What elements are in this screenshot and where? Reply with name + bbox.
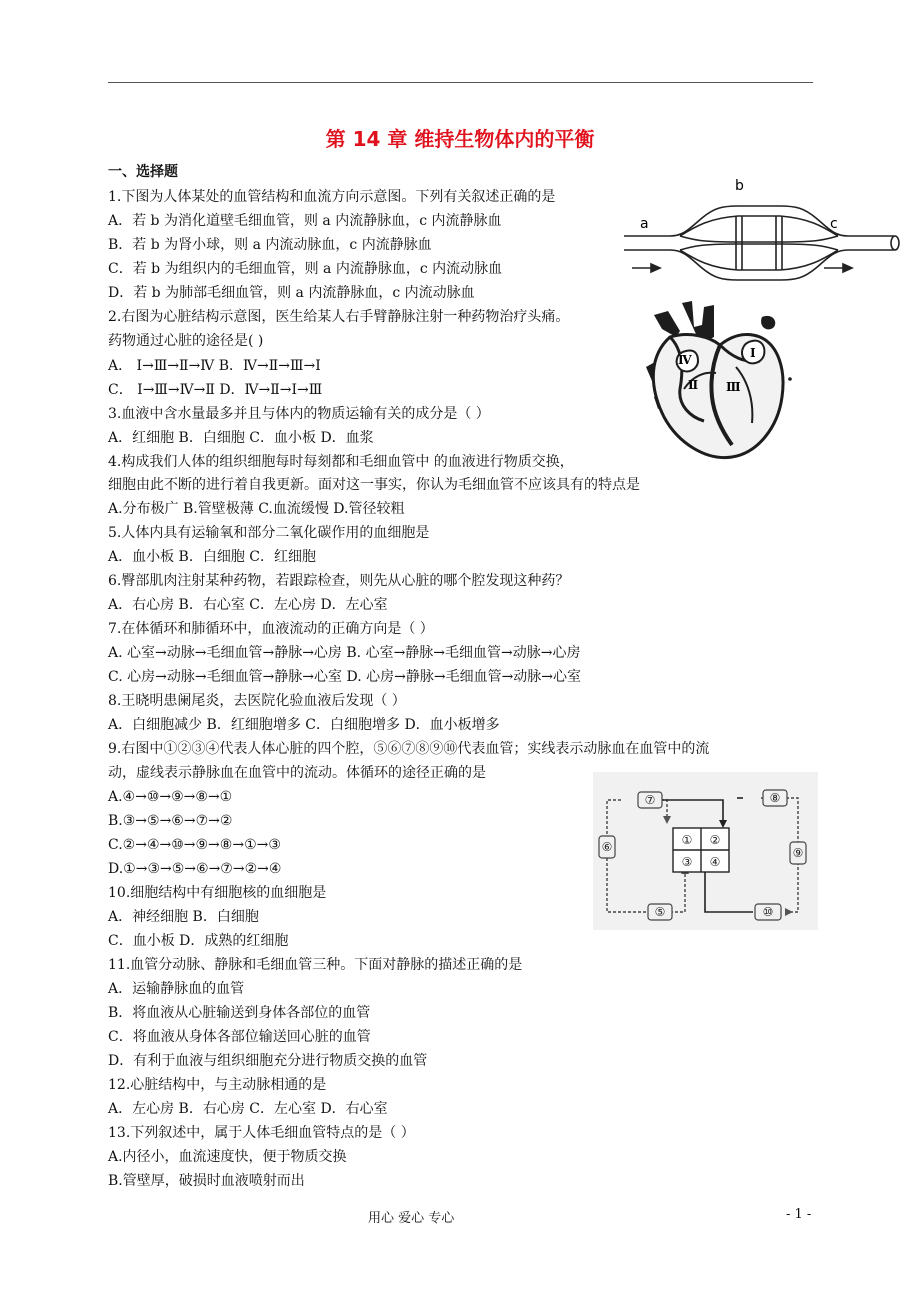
vessel-9: ⑨ <box>792 846 804 860</box>
question-line: A． Ⅰ→Ⅲ→Ⅱ→Ⅳ B．Ⅳ→Ⅱ→Ⅲ→Ⅰ <box>108 358 321 374</box>
section-heading: 一、选择题 <box>108 164 178 180</box>
vessel-6: ⑥ <box>601 840 613 854</box>
blood-vessel-diagram <box>618 170 908 285</box>
question-line: 10.细胞结构中有细胞核的血细胞是 <box>108 885 327 901</box>
question-line: C．血小板 D．成熟的红细胞 <box>108 933 289 949</box>
chamber-3-label: Ⅲ <box>726 380 741 394</box>
page-number: - 1 - <box>786 1207 812 1222</box>
vessel-5: ⑤ <box>654 905 666 919</box>
chamber-1: ① <box>681 833 693 847</box>
chamber-2: ② <box>709 833 721 847</box>
question-line: 8.王晓明患阑尾炎，去医院化验血液后发现（ ） <box>108 693 406 709</box>
question-line: A．若 b 为消化道壁毛细血管，则 a 内流静脉血，c 内流静脉血 <box>108 213 502 229</box>
question-line: 2.右图为心脏结构示意图，医生给某人右手臂静脉注射一种药物治疗头痛。 <box>108 309 570 325</box>
heart-diagram <box>640 297 800 463</box>
question-line: A. 心室→动脉→毛细血管→静脉→心房 B. 心室→静脉→毛细血管→动脉→心房 <box>108 645 581 661</box>
question-line: 细胞由此不断的进行着自我更新。面对这一事实，你认为毛细血管不应该具有的特点是 <box>108 477 640 493</box>
question-line: 4.构成我们人体的组织细胞每时每刻都和毛细血管中 的血液进行物质交换， <box>108 454 574 470</box>
chamber-2-label: Ⅱ <box>688 378 699 392</box>
question-line: C.②→④→⑩→⑨→⑧→①→③ <box>108 837 281 853</box>
question-line: A.内径小，血流速度快，便于物质交换 <box>108 1149 347 1165</box>
label-c: c <box>830 216 838 232</box>
page-title: 第 14 章 维持生物体内的平衡 <box>325 127 595 151</box>
label-a: a <box>640 216 649 232</box>
question-line: 药物通过心脏的途径是( ) <box>108 333 264 349</box>
question-line: D．有利于血液与组织细胞充分进行物质交换的血管 <box>108 1053 428 1069</box>
question-line: B.③→⑤→⑥→⑦→② <box>108 813 233 829</box>
chamber-1-label: Ⅰ <box>750 346 756 360</box>
question-line: A．红细胞 B．白细胞 C．血小板 D．血浆 <box>108 430 374 446</box>
circulation-diagram <box>593 772 818 930</box>
question-line: B.管壁厚，破损时血液喷射而出 <box>108 1173 305 1189</box>
chamber-4: ④ <box>709 855 721 869</box>
question-line: 13.下列叙述中，属于人体毛细血管特点的是（ ） <box>108 1125 415 1141</box>
question-line: C． Ⅰ→Ⅲ→Ⅳ→Ⅱ D．Ⅳ→Ⅱ→Ⅰ→Ⅲ <box>108 382 323 398</box>
question-line: A．运输静脉血的血管 <box>108 981 245 997</box>
question-line: 5.人体内具有运输氧和部分二氧化碳作用的血细胞是 <box>108 525 430 541</box>
question-line: D.①→③→⑤→⑥→⑦→②→④ <box>108 861 282 877</box>
question-line: 12.心脏结构中，与主动脉相通的是 <box>108 1077 327 1093</box>
question-line: A.分布极广 B.管壁极薄 C.血流缓慢 D.管径较粗 <box>108 501 405 517</box>
question-line: A．血小板 B．白细胞 C．红细胞 <box>108 549 317 565</box>
question-line: 6.臀部肌肉注射某种药物，若跟踪检查，则先从心脏的哪个腔发现这种药？ <box>108 573 570 589</box>
question-line: C．将血液从身体各部位输送回心脏的血管 <box>108 1029 371 1045</box>
question-line: B．若 b 为肾小球，则 a 内流动脉血，c 内流静脉血 <box>108 237 432 253</box>
header-rule <box>108 82 813 83</box>
question-line: A．神经细胞 B．白细胞 <box>108 909 259 925</box>
question-line: A．右心房 B．右心室 C．左心房 D．左心室 <box>108 597 388 613</box>
question-line: B．将血液从心脏输送到身体各部位的血管 <box>108 1005 371 1021</box>
question-line: A．白细胞减少 B．红细胞增多 C．白细胞增多 D．血小板增多 <box>108 717 500 733</box>
chamber-3: ③ <box>681 855 693 869</box>
question-line: 1.下图为人体某处的血管结构和血流方向示意图。下列有关叙述正确的是 <box>108 189 556 205</box>
label-b: b <box>735 178 744 194</box>
question-line: C．若 b 为组织内的毛细血管，则 a 内流静脉血，c 内流动脉血 <box>108 261 503 277</box>
footer-motto: 用心 爱心 专心 <box>368 1211 455 1226</box>
question-line: 7.在体循环和肺循环中，血液流动的正确方向是（ ） <box>108 621 434 637</box>
chamber-4-label: Ⅳ <box>678 353 692 367</box>
question-line: C. 心房→动脉→毛细血管→静脉→心室 D. 心房→静脉→毛细血管→动脉→心室 <box>108 669 582 685</box>
question-line: D．若 b 为肺部毛细血管，则 a 内流静脉血，c 内流动脉血 <box>108 285 475 301</box>
vessel-10: ⑩ <box>762 905 774 919</box>
question-line: 11.血管分动脉、静脉和毛细血管三种。下面对静脉的描述正确的是 <box>108 957 523 973</box>
question-line: 动，虚线表示静脉血在血管中的流动。体循环的途径正确的是 <box>108 765 486 781</box>
vessel-8: ⑧ <box>769 791 781 805</box>
question-line: 9.右图中①②③④代表人体心脏的四个腔，⑤⑥⑦⑧⑨⑩代表血管；实线表示动脉血在血管中的流 <box>108 741 710 757</box>
vessel-7: ⑦ <box>644 793 656 807</box>
question-line: 3.血液中含水量最多并且与体内的物质运输有关的成分是（ ） <box>108 406 490 422</box>
question-line: A．左心房 B．右心房 C．左心室 D．右心室 <box>108 1101 388 1117</box>
question-line: A.④→⑩→⑨→⑧→① <box>108 789 233 805</box>
